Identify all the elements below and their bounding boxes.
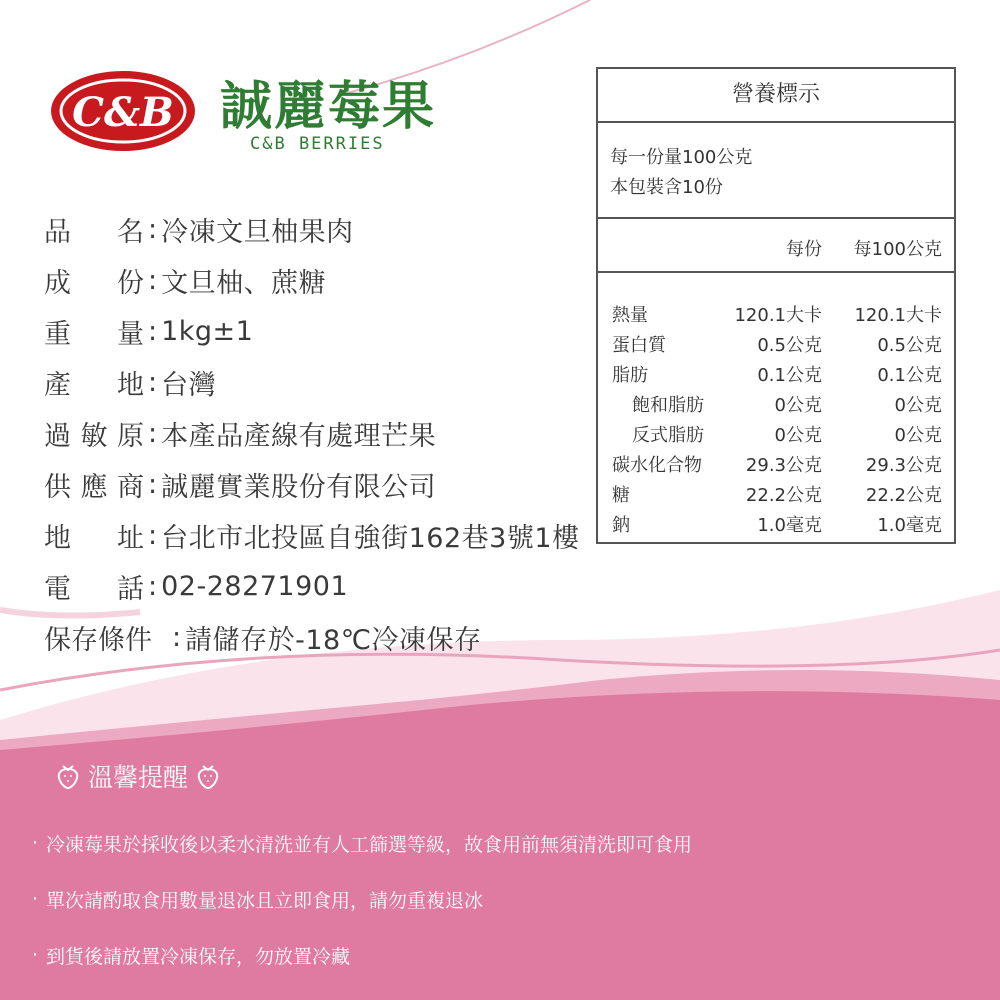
logo-text: C&B (72, 89, 174, 136)
list-item (32, 871, 692, 927)
nutrient-per-serving: 22.2公克 (745, 485, 822, 506)
col-per-100g: 每100公克 (853, 239, 942, 260)
strawberry-icon (196, 762, 220, 790)
nutrient-per-serving: 0.5公克 (757, 335, 822, 356)
col-per-serving: 每份 (786, 239, 822, 260)
info-label: 成 份 (44, 268, 144, 299)
nutrient-name: 反式脂肪 (632, 425, 704, 446)
nutrition-row (598, 477, 954, 507)
info-label: 保存條件 (44, 625, 152, 656)
nutrient-name: 熱量 (612, 305, 648, 326)
nutrition-row (598, 357, 954, 387)
cb-logo-icon (48, 68, 198, 154)
info-row-name: 品 名 : 冷凍文旦柚果肉 (44, 204, 584, 255)
nutrient-per-100g: 120.1大卡 (854, 305, 942, 326)
nutrient-name: 碳水化合物 (612, 455, 702, 476)
info-label: 供 應 商 (44, 472, 144, 503)
nutrient-name: 蛋白質 (612, 335, 666, 356)
info-value: 本產品產線有處理芒果 (161, 421, 437, 452)
product-info (44, 204, 584, 663)
nutrient-per-serving: 0公克 (774, 425, 822, 446)
info-label: 電 話 (44, 574, 144, 605)
nutrient-per-100g: 22.2公克 (865, 485, 942, 506)
reminder-title: 溫馨提醒 (88, 763, 189, 792)
reminder-text: 到貨後請放置冷凍保存，勿放置冷藏 (46, 945, 351, 968)
info-label: 產 地 (44, 370, 144, 401)
reminder-header (48, 758, 228, 794)
nutrient-per-serving: 1.0毫克 (757, 515, 822, 536)
info-value: 台北市北投區自強街162巷3號1樓 (161, 523, 580, 554)
info-row-supplier: 供 應 商 : 誠麗實業股份有限公司 (44, 459, 584, 510)
info-label: 重 量 (44, 319, 144, 350)
nutrition-row (598, 507, 954, 537)
nutrition-header (598, 219, 954, 273)
nutrition-title: 營養標示 (598, 69, 954, 123)
info-value: 台灣 (161, 370, 217, 401)
nutrition-row (598, 447, 954, 477)
info-value: 冷凍文旦柚果肉 (161, 217, 354, 248)
nutrition-row (598, 417, 954, 447)
info-value: 文旦柚、蔗糖 (161, 268, 327, 299)
nutrient-per-100g: 29.3公克 (865, 455, 942, 476)
info-row-origin: 產 地 : 台灣 (44, 357, 584, 408)
list-item (32, 927, 692, 983)
info-row-storage: 保存條件 : 請儲存於-18℃冷凍保存 (44, 612, 584, 663)
info-row-ingredients: 成 份 : 文旦柚、蔗糖 (44, 255, 584, 306)
info-label: 過 敏 原 (44, 421, 144, 452)
bullet: · (32, 944, 39, 966)
nutrition-row (598, 297, 954, 327)
nutrition-row (598, 387, 954, 417)
nutrient-per-serving: 120.1大卡 (734, 305, 822, 326)
nutrient-per-serving: 0.1公克 (757, 365, 822, 386)
servings-per-package: 本包裝含10份 (610, 177, 723, 198)
nutrition-serving (598, 123, 954, 219)
bullet: · (32, 888, 39, 910)
info-value: 1kg±1 (161, 316, 254, 347)
nutrient-per-100g: 0.5公克 (877, 335, 942, 356)
info-row-weight: 重 量 : 1kg±1 (44, 306, 584, 357)
brand-name-cn: 誠麗莓果 (220, 77, 437, 137)
info-label: 品 名 (44, 217, 144, 248)
serving-size: 每一份量100公克 (610, 147, 753, 168)
nutrient-per-100g: 0.1公克 (877, 365, 942, 386)
info-row-phone: 電 話 : 02-28271901 (44, 561, 584, 612)
nutrient-per-serving: 0公克 (774, 395, 822, 416)
nutrient-name: 糖 (612, 485, 630, 506)
info-value: 02-28271901 (161, 571, 349, 602)
nutrient-per-100g: 1.0毫克 (877, 515, 942, 536)
reminder-list (32, 815, 692, 983)
nutrition-row (598, 327, 954, 357)
nutrient-name: 脂肪 (612, 365, 648, 386)
strawberry-icon (56, 762, 80, 790)
info-row-address: 地 址 : 台北市北投區自強街162巷3號1樓 (44, 510, 584, 561)
nutrition-table (596, 67, 956, 544)
nutrient-name: 飽和脂肪 (632, 395, 704, 416)
info-row-allergen: 過 敏 原 : 本產品產線有處理芒果 (44, 408, 584, 459)
nutrient-per-100g: 0公克 (894, 425, 942, 446)
reminder-text: 單次請酌取食用數量退冰且立即食用，請勿重複退冰 (46, 889, 484, 912)
list-item (32, 815, 692, 871)
bullet: · (32, 832, 39, 854)
nutrient-per-serving: 29.3公克 (745, 455, 822, 476)
nutrient-per-100g: 0公克 (894, 395, 942, 416)
nutrient-name: 鈉 (612, 515, 630, 536)
nutrition-rows (598, 273, 954, 537)
brand-name-en: C&B BERRIES (250, 134, 385, 154)
info-value: 誠麗實業股份有限公司 (161, 472, 437, 503)
info-label: 地 址 (44, 523, 144, 554)
reminder-text: 冷凍莓果於採收後以柔水清洗並有人工篩選等級，故食用前無須清洗即可食用 (46, 833, 693, 856)
info-value: 請儲存於-18℃冷凍保存 (185, 625, 482, 656)
